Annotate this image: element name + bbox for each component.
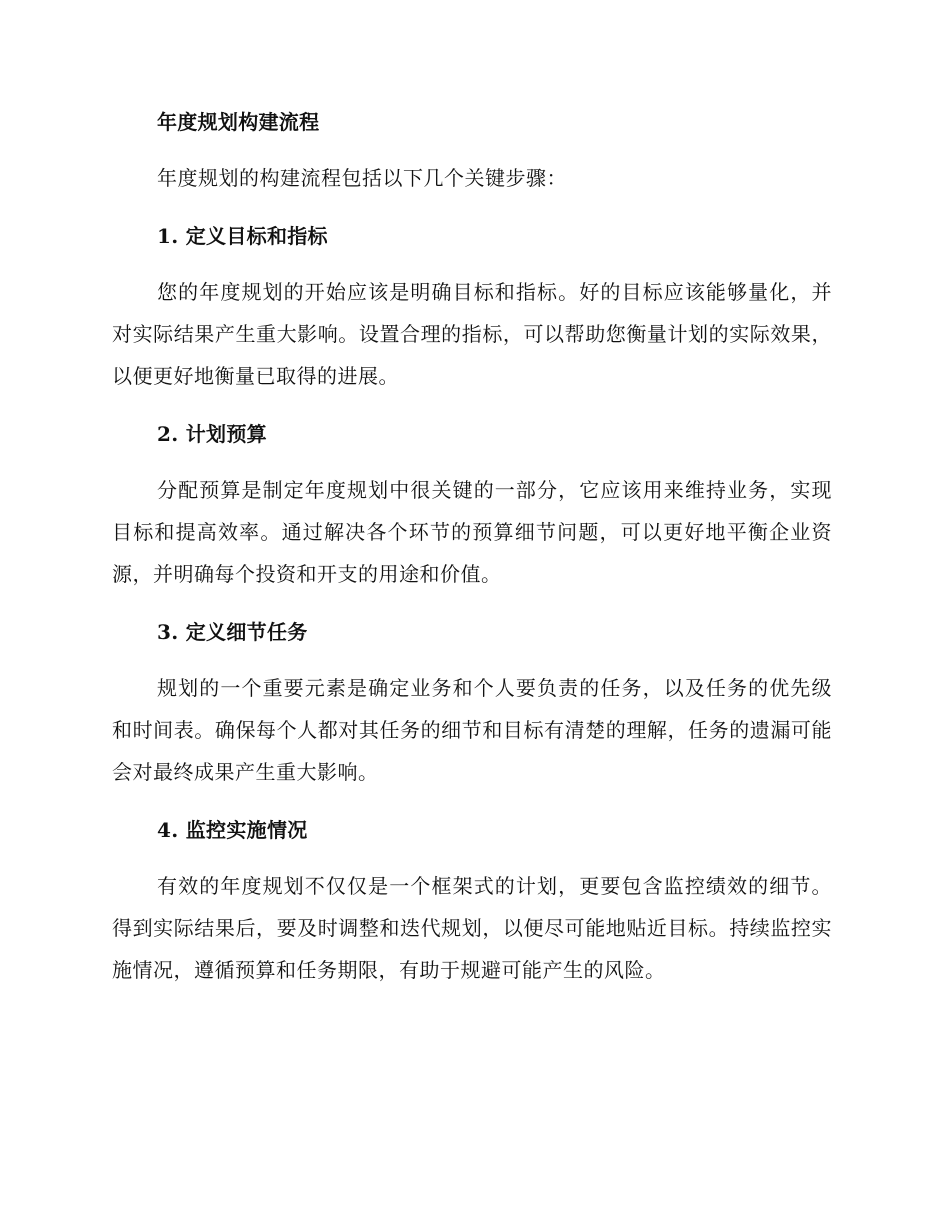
section-heading-budget: 2. 计划预算 <box>157 422 267 446</box>
section-body-budget: 分配预算是制定年度规划中很关键的一部分，它应该用来维持业务，实现目标和提高效率。通过解决各个环节的预算细节问题，可以更好地平衡企业资源，并明确每个投资和开支的用途和价值。 <box>112 478 832 586</box>
intro-paragraph: 年度规划的构建流程包括以下几个关键步骤： <box>157 166 567 190</box>
section-body-monitoring: 有效的年度规划不仅仅是一个框架式的计划，更要包含监控绩效的细节。得到实际结果后，要及时调整和迭代规划，以便尽可能地贴近目标。持续监控实施情况，遵循预算和任务期限，有助于规避可能产生的风险。 <box>112 874 832 982</box>
document-title: 年度规划构建流程 <box>157 110 320 134</box>
section-heading-tasks: 3. 定义细节任务 <box>157 620 308 644</box>
document-body <box>112 105 832 991</box>
section-body-goals: 您的年度规划的开始应该是明确目标和指标。好的目标应该能够量化，并对实际结果产生重大影响。设置合理的指标，可以帮助您衡量计划的实际效果，以便更好地衡量已取得的进展。 <box>112 280 832 388</box>
section-body-tasks: 规划的一个重要元素是确定业务和个人要负责的任务，以及任务的优先级和时间表。确保每个人都对其任务的细节和目标有清楚的理解，任务的遗漏可能会对最终成果产生重大影响。 <box>112 676 832 784</box>
section-heading-monitoring: 4. 监控实施情况 <box>157 818 308 842</box>
section-heading-goals: 1. 定义目标和指标 <box>157 224 328 248</box>
